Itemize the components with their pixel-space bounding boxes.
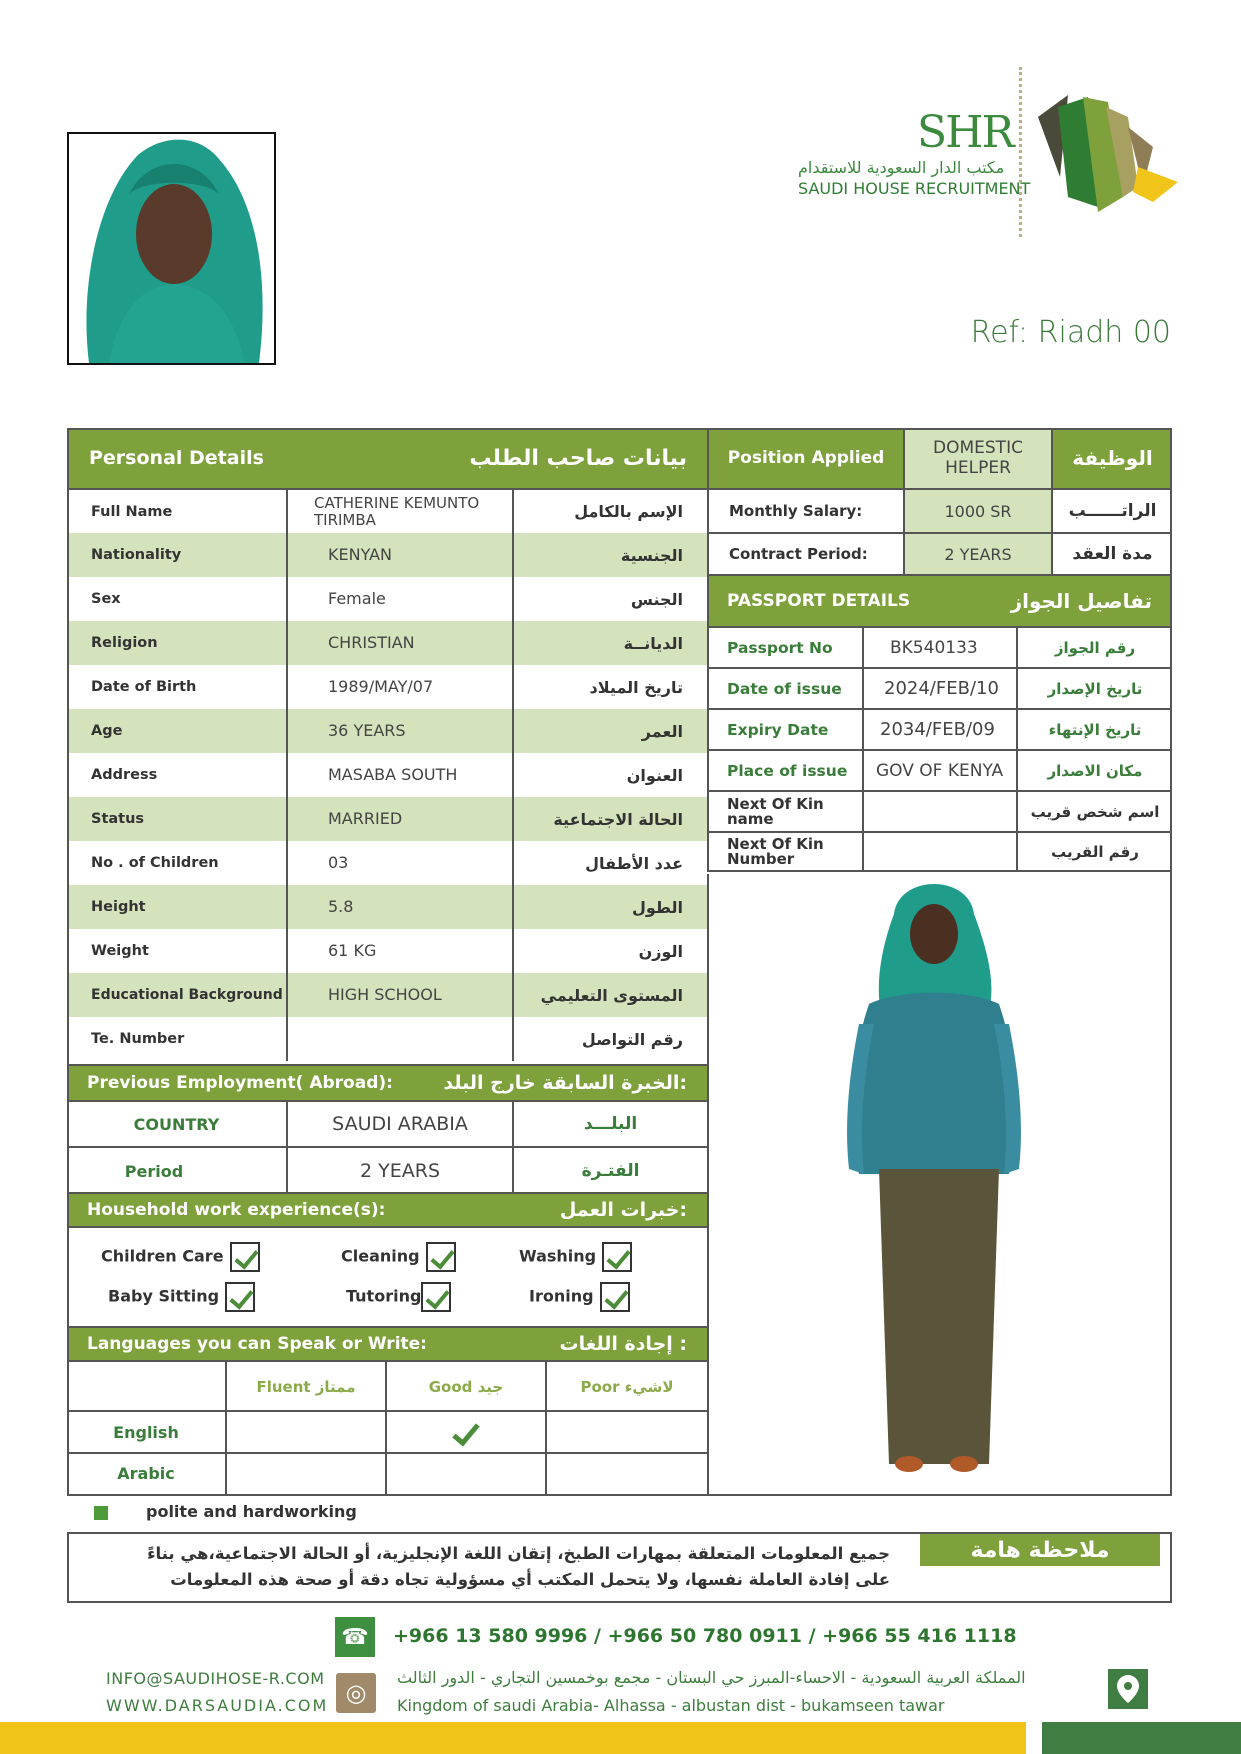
row-label: Te. Number bbox=[91, 1031, 185, 1047]
table-row bbox=[67, 709, 707, 753]
skill-children-care bbox=[101, 1242, 260, 1272]
footer-green-bar bbox=[1042, 1722, 1241, 1754]
status-value: MARRIED bbox=[286, 797, 514, 841]
checkbox-checked-icon bbox=[225, 1282, 255, 1312]
english-label: English bbox=[67, 1412, 227, 1452]
kin-number-value bbox=[864, 833, 1018, 870]
position-row bbox=[707, 428, 1172, 488]
table-row bbox=[67, 1412, 707, 1454]
expiry-date-label-ar: تاريخ الإنتهاء bbox=[1048, 720, 1142, 739]
position-label: Position Applied bbox=[709, 428, 905, 488]
logo-english-name: SAUDI HOUSE RECRUITMENT bbox=[798, 179, 1031, 198]
arabic-poor-cell bbox=[547, 1454, 707, 1494]
table-row bbox=[67, 577, 707, 621]
logo-arabic-name: مكتب الدار السعودية للاستقدام bbox=[798, 158, 1005, 177]
skill-label: Children Care bbox=[101, 1246, 224, 1266]
arabic-good-cell bbox=[387, 1454, 547, 1494]
row-label-ar: الجنسية bbox=[620, 545, 683, 565]
sex-value: Female bbox=[286, 577, 514, 621]
contract-row bbox=[707, 532, 1172, 576]
location-pin-icon bbox=[1108, 1669, 1148, 1709]
table-row bbox=[709, 626, 1172, 667]
previous-employment-rows bbox=[67, 1100, 707, 1192]
table-row bbox=[67, 488, 707, 533]
reference-number: Ref: Riadh 00 bbox=[970, 315, 1171, 350]
kin-number-label: Next Of Kin Number bbox=[709, 833, 864, 870]
education-value: HIGH SCHOOL bbox=[286, 973, 514, 1017]
saudi-map-icon bbox=[1028, 87, 1178, 222]
passport-header bbox=[707, 576, 1172, 626]
row-label: No . of Children bbox=[91, 855, 219, 871]
table-row bbox=[67, 973, 707, 1017]
phone-numbers: +966 13 580 9996 / +966 50 780 0911 / +966 55 416 1118 bbox=[393, 1625, 1017, 1647]
logo-mark: SHR bbox=[917, 107, 1013, 158]
dob-value: 1989/MAY/07 bbox=[286, 665, 514, 709]
languages-title-en: Languages you can Speak or Write: bbox=[87, 1334, 427, 1354]
row-label: Date of Birth bbox=[91, 679, 197, 695]
good-header: Good جيد bbox=[387, 1362, 547, 1410]
salary-value: 1000 SR bbox=[905, 490, 1053, 532]
checkbox-checked-icon bbox=[426, 1242, 456, 1272]
row-label: Sex bbox=[91, 591, 121, 607]
table-row bbox=[67, 1148, 707, 1194]
row-label-ar: العمر bbox=[641, 721, 683, 741]
row-label-ar: الوزن bbox=[638, 941, 683, 961]
country-label-ar: البلـــد bbox=[583, 1114, 638, 1134]
personal-details-title-en: Personal Details bbox=[89, 447, 264, 469]
table-row bbox=[67, 621, 707, 665]
table-row bbox=[67, 929, 707, 973]
phone-value bbox=[286, 1017, 514, 1061]
table-row bbox=[67, 797, 707, 841]
skill-tutoring bbox=[346, 1282, 451, 1312]
applicant-full-body-photo bbox=[707, 874, 1172, 1496]
household-header bbox=[67, 1192, 707, 1228]
table-row bbox=[709, 667, 1172, 708]
bullet-square-icon bbox=[94, 1506, 108, 1520]
skill-ironing bbox=[529, 1282, 630, 1312]
country-value: SAUDI ARABIA bbox=[286, 1101, 514, 1147]
table-row bbox=[709, 831, 1172, 872]
contract-value: 2 YEARS bbox=[905, 534, 1053, 574]
salary-row bbox=[707, 488, 1172, 532]
address-value: MASABA SOUTH bbox=[286, 753, 514, 797]
previous-employment-title-ar: الخبرة السابقة خارج البلد: bbox=[443, 1072, 687, 1094]
footer-email: INFO@SAUDIHOSE-R.COM bbox=[106, 1669, 325, 1688]
row-label: Educational Background bbox=[91, 987, 283, 1003]
row-label-ar: عدد الأطفال bbox=[585, 853, 683, 873]
poor-header: Poor لاشيء bbox=[580, 1378, 674, 1396]
table-row bbox=[67, 533, 707, 577]
household-title-en: Household work experience(s): bbox=[87, 1200, 386, 1220]
table-row bbox=[67, 1362, 707, 1412]
table-row bbox=[67, 885, 707, 929]
company-logo bbox=[795, 65, 1175, 240]
place-of-issue-value: GOV OF KENYA bbox=[864, 751, 1018, 790]
issue-date-value: 2024/FEB/10 bbox=[864, 669, 1018, 708]
age-value: 36 YEARS bbox=[286, 709, 514, 753]
english-poor-cell bbox=[547, 1412, 707, 1452]
household-title-ar: خبرات العمل: bbox=[559, 1199, 687, 1221]
passport-no-value: BK540133 bbox=[864, 628, 1018, 667]
english-good-cell bbox=[387, 1412, 547, 1452]
footer-phones bbox=[335, 1617, 1017, 1657]
period-label-ar: الفتـرة bbox=[581, 1161, 640, 1181]
skill-label: Cleaning bbox=[341, 1246, 420, 1266]
passport-title-ar: تفاصيل الجواز bbox=[1010, 589, 1152, 613]
row-label: Weight bbox=[91, 943, 149, 959]
languages-title-ar: إجادة اللغات : bbox=[559, 1333, 687, 1355]
period-value: 2 YEARS bbox=[286, 1148, 514, 1194]
issue-date-label: Date of issue bbox=[709, 669, 864, 708]
notice-line-1: جميع المعلومات المتعلقة بمهارات الطبخ، إتقان اللغة الإنجليزية، أو الحالة الاجتماعية،هي بناءً bbox=[147, 1544, 890, 1563]
skill-washing bbox=[519, 1242, 632, 1272]
country-label: COUNTRY bbox=[133, 1114, 220, 1134]
check-icon bbox=[452, 1418, 479, 1447]
salary-label-ar: الراتــــــب bbox=[1068, 501, 1157, 521]
table-row bbox=[67, 841, 707, 885]
table-row bbox=[709, 708, 1172, 749]
passport-rows bbox=[707, 626, 1172, 872]
skill-label: Baby Sitting bbox=[108, 1286, 220, 1306]
row-label: Religion bbox=[91, 635, 158, 651]
fluent-header: Fluent ممتاز bbox=[227, 1362, 387, 1410]
row-label-ar: العنوان bbox=[626, 765, 683, 785]
globe-icon: ◎ bbox=[336, 1673, 376, 1713]
row-label: Age bbox=[91, 723, 123, 739]
skill-label: Ironing bbox=[529, 1286, 594, 1306]
languages-table bbox=[67, 1362, 707, 1496]
personal-details-rows bbox=[67, 488, 707, 1061]
english-fluent-cell bbox=[227, 1412, 387, 1452]
arabic-label: Arabic bbox=[67, 1454, 227, 1494]
checkbox-checked-icon bbox=[421, 1282, 451, 1312]
footer-website: WWW.DARSAUDIA.COM bbox=[106, 1696, 329, 1715]
table-row bbox=[67, 665, 707, 709]
row-label-ar: رقم التواصل bbox=[581, 1029, 683, 1049]
place-of-issue-label-ar: مكان الاصدار bbox=[1047, 761, 1143, 780]
kin-name-value bbox=[864, 792, 1018, 831]
checkbox-checked-icon bbox=[600, 1282, 630, 1312]
position-label-ar: الوظيفة bbox=[1053, 428, 1172, 488]
personal-details-title-ar: بيانات صاحب الطلب bbox=[469, 445, 687, 471]
position-value: DOMESTIC HELPER bbox=[905, 428, 1053, 488]
notice-line-2: على إفادة العاملة نفسها، ولا يتحمل المكتب أي مسؤولية تجاه دقة أو صحة هذه المعلومات bbox=[170, 1570, 890, 1589]
household-skills bbox=[67, 1228, 707, 1326]
period-label: Period bbox=[124, 1161, 184, 1181]
salary-label: Monthly Salary: bbox=[709, 490, 905, 532]
passport-no-label: Passport No bbox=[709, 628, 864, 667]
notice-box bbox=[67, 1532, 1172, 1603]
kin-name-label: Next Of Kin name bbox=[709, 792, 864, 831]
expiry-date-value: 2034/FEB/09 bbox=[864, 710, 1018, 749]
kin-name-label-ar: اسم شخص قريب bbox=[1030, 802, 1160, 821]
skill-label: Washing bbox=[519, 1246, 597, 1266]
row-label: Nationality bbox=[91, 547, 182, 563]
blank-cell bbox=[67, 1362, 227, 1410]
passport-title-en: PASSPORT DETAILS bbox=[727, 591, 911, 611]
row-label: Full Name bbox=[91, 503, 173, 520]
languages-header bbox=[67, 1326, 707, 1362]
row-label: Address bbox=[91, 767, 158, 783]
row-label-ar: الطول bbox=[632, 897, 683, 917]
row-label-ar: تاريخ الميلاد bbox=[589, 677, 683, 697]
notice-title: ملاحظة هامة bbox=[920, 1534, 1160, 1566]
applicant-portrait-photo bbox=[67, 132, 276, 365]
logo-divider bbox=[1019, 67, 1022, 237]
table-row bbox=[67, 1102, 707, 1148]
row-label-ar: الحالة الاجتماعية bbox=[553, 809, 683, 829]
skill-label: Tutoring bbox=[346, 1286, 422, 1306]
expiry-date-label: Expiry Date bbox=[709, 710, 864, 749]
kin-number-label-ar: رقم القريب bbox=[1051, 842, 1139, 861]
previous-employment-header bbox=[67, 1064, 707, 1100]
table-row bbox=[67, 1454, 707, 1494]
row-label-ar: الجنس bbox=[630, 589, 683, 609]
height-value: 5.8 bbox=[286, 885, 514, 929]
contract-label-ar: مدة العقد bbox=[1072, 544, 1153, 564]
footer-address-ar: المملكة العربية السعودية - الاحساء-المبرز حي البستان - مجمع بوخمسين التجاري - الدور الثالث bbox=[397, 1668, 1026, 1687]
row-label-ar: الإسم بالكامل bbox=[574, 502, 683, 521]
row-label-ar: الديانــة bbox=[623, 633, 683, 653]
skill-baby-sitting bbox=[108, 1282, 255, 1312]
checkbox-checked-icon bbox=[230, 1242, 260, 1272]
issue-date-label-ar: تاريخ الإصدار bbox=[1047, 679, 1143, 698]
place-of-issue-label: Place of issue bbox=[709, 751, 864, 790]
weight-value: 61 KG bbox=[286, 929, 514, 973]
row-label-ar: المستوى التعليمي bbox=[540, 985, 683, 1005]
table-row bbox=[67, 1017, 707, 1061]
contract-label: Contract Period: bbox=[709, 534, 905, 574]
passport-no-label-ar: رقم الجواز bbox=[1054, 638, 1136, 657]
row-label: Height bbox=[91, 899, 146, 915]
table-row bbox=[67, 753, 707, 797]
full-name-value: CATHERINE KEMUNTO TIRIMBA bbox=[286, 489, 514, 534]
religion-value: CHRISTIAN bbox=[286, 621, 514, 665]
arabic-fluent-cell bbox=[227, 1454, 387, 1494]
checkbox-checked-icon bbox=[602, 1242, 632, 1272]
table-row bbox=[709, 749, 1172, 790]
footer-yellow-bar bbox=[0, 1722, 1026, 1754]
phone-icon: ☎ bbox=[335, 1617, 375, 1657]
nationality-value: KENYAN bbox=[286, 533, 514, 577]
children-value: 03 bbox=[286, 841, 514, 885]
footer-address-en: Kingdom of saudi Arabia- Alhassa - albustan dist - bukamseen tawar bbox=[397, 1696, 945, 1715]
remark-text: polite and hardworking bbox=[146, 1502, 357, 1521]
personal-details-table bbox=[67, 428, 707, 488]
skill-cleaning bbox=[341, 1242, 456, 1272]
table-row bbox=[709, 790, 1172, 831]
previous-employment-title-en: Previous Employment( Abroad): bbox=[87, 1073, 393, 1093]
row-label: Status bbox=[91, 811, 145, 827]
